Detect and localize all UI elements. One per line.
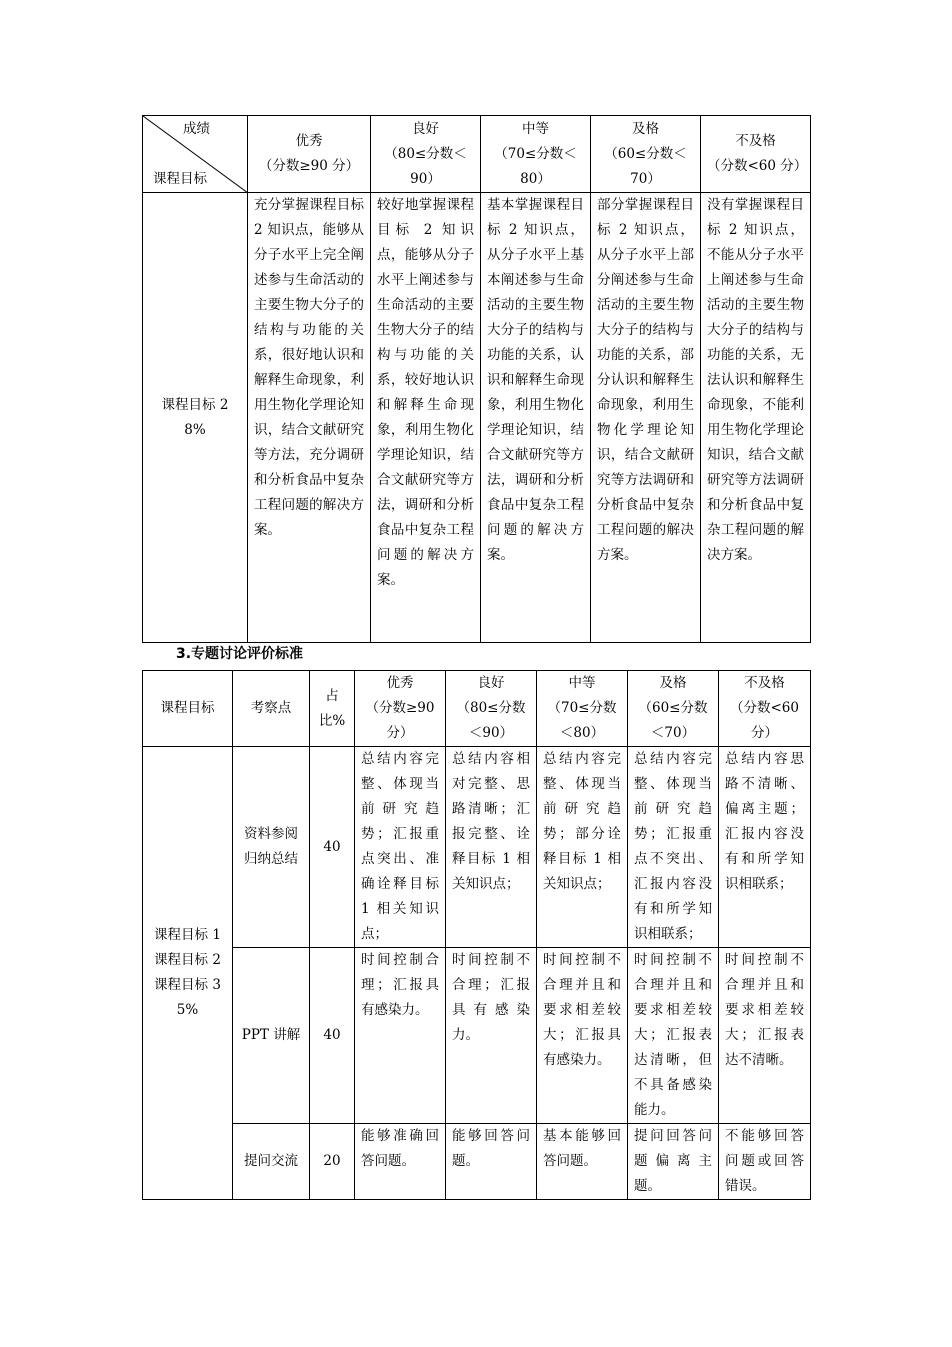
point-label: PPT 讲解 <box>241 1027 301 1043</box>
header-target-label: 课程目标 <box>153 171 207 187</box>
criteria-excellent: 时间控制合理；汇报具有感染力。 <box>355 948 446 1124</box>
ratio-value: 20 <box>310 1124 355 1200</box>
criteria-good: 能够回答问题。 <box>446 1124 537 1200</box>
criteria-fail: 没有掌握课程目标 2 知识点，不能从分子水平上阐述参与生命活动的主要生物大分子的结构与功能的关系，无法认识和解释生命现象，不能利用生物化学理论知识，结合文献研究等方法调研和分析食品中复杂工程问题的解决方案。 <box>701 193 811 643</box>
criteria-fail: 总结内容思路不清晰、偏离主题；汇报内容没有和所学知识相联系； <box>719 747 811 948</box>
table-row <box>143 948 811 1124</box>
criteria-pass: 部分掌握课程目标 2 知识点，从分子水平上部分阐述参与生命活动的主要生物大分子的结构与功能的关系，部分认识和解释生命现象，利用生物化学理论知识，结合文献研究等方法调研和分析食品中复杂工程问题的解决方案。 <box>591 193 701 643</box>
header-excellent: 优秀 （分数≥90 分） <box>365 675 435 741</box>
header-fail: 不及格 （分数<60 分） <box>707 133 808 174</box>
criteria-medium: 时间控制不合理并且和要求相差较大；汇报具有感染力。 <box>537 948 628 1124</box>
section-heading: 3.专题讨论评价标准 <box>176 646 304 662</box>
row-target: 课程目标 2 8% <box>161 396 229 438</box>
criteria-medium: 基本掌握课程目标 2 知识点，从分子水平上基本阐述参与生命活动的主要生物大分子的结构与功能的关系，认识和解释生命现象，利用生物化学理论知识，结合文献研究等方法，调研和分析食品中复杂工程问题的解决方案。 <box>481 193 591 643</box>
header-pass: 及格 （60≤分数＜ 70） <box>604 120 687 187</box>
header-medium: 中等 （70≤分数＜ 80） <box>494 120 577 187</box>
ratio-value: 40 <box>310 747 355 948</box>
criteria-excellent: 总结内容完整、体现当前研究趋势；汇报重点突出、准确诠释目标 1 相关知识点； <box>355 747 446 948</box>
criteria-excellent: 能够准确回答问题。 <box>355 1124 446 1200</box>
header-grade-label: 成绩 <box>183 121 210 137</box>
header-medium: 中等 （70≤分数 ＜80） <box>547 675 617 741</box>
criteria-pass: 提问回答问题偏离主题。 <box>628 1124 719 1200</box>
header-good: 良好 （80≤分数 ＜90） <box>456 675 526 741</box>
grading-table-objective-2 <box>142 115 811 643</box>
diagonal-header-cell <box>143 116 248 193</box>
header-ratio: 占 比% <box>318 687 346 729</box>
criteria-medium: 基本能够回答问题。 <box>537 1124 628 1200</box>
table-row <box>143 1124 811 1200</box>
table-row <box>143 193 811 643</box>
header-fail: 不及格 （分数<60 分） <box>730 675 799 741</box>
header-pass: 及格 （60≤分数 ＜70） <box>638 675 708 741</box>
criteria-good: 总结内容相对完整、思路清晰；汇报完整、诠释目标 1 相关知识点； <box>446 747 537 948</box>
criteria-good: 时间控制不合理；汇报具有感染力。 <box>446 948 537 1124</box>
ratio-value: 40 <box>310 948 355 1124</box>
criteria-fail: 时间控制不合理并且和要求相差较大；汇报表达不清晰。 <box>719 948 811 1124</box>
table-row <box>143 747 811 948</box>
criteria-fail: 不能够回答问题或回答错误。 <box>719 1124 811 1200</box>
point-label: 提问交流 <box>244 1153 298 1169</box>
criteria-excellent: 充分掌握课程目标 2 知识点，能够从分子水平上完全阐述参与生命活动的主要生物大分子的结构与功能的关系，很好地认识和解释生命现象，利用生物化学理论知识，结合文献研究等方法，充分调研和分析食品中复杂工程问题的解决方案。 <box>248 193 371 643</box>
point-label: 资料参阅 归纳总结 <box>244 826 298 867</box>
criteria-pass: 总结内容完整、体现当前研究趋势；汇报重点不突出、汇报内容没有和所学知识相联系； <box>628 747 719 948</box>
header-excellent: 优秀 （分数≥90 分） <box>258 133 360 174</box>
criteria-good: 较好地掌握课程目标 2 知识点，能够从分子水平上阐述参与生命活动的主要生物大分子的结构与功能的关系，较好地认识和解释生命现象，利用生物化学理论知识，结合文献研究等方法，调研和分析食品中复杂工程问题的解决方案。 <box>371 193 481 643</box>
criteria-medium: 总结内容完整、体现当前研究趋势；部分诠释目标 1 相关知识点； <box>537 747 628 948</box>
header-target: 课程目标 <box>143 671 233 747</box>
header-point: 考察点 <box>233 671 310 747</box>
discussion-grading-table <box>142 670 811 1200</box>
criteria-pass: 时间控制不合理并且和要求相差较大；汇报表达清晰，但不具备感染能力。 <box>628 948 719 1124</box>
header-good: 良好 （80≤分数＜ 90） <box>384 120 467 187</box>
table-header-row <box>143 116 811 193</box>
table-header-row <box>143 671 811 747</box>
row-target: 课程目标 1 课程目标 2 课程目标 3 5% <box>154 927 221 1018</box>
